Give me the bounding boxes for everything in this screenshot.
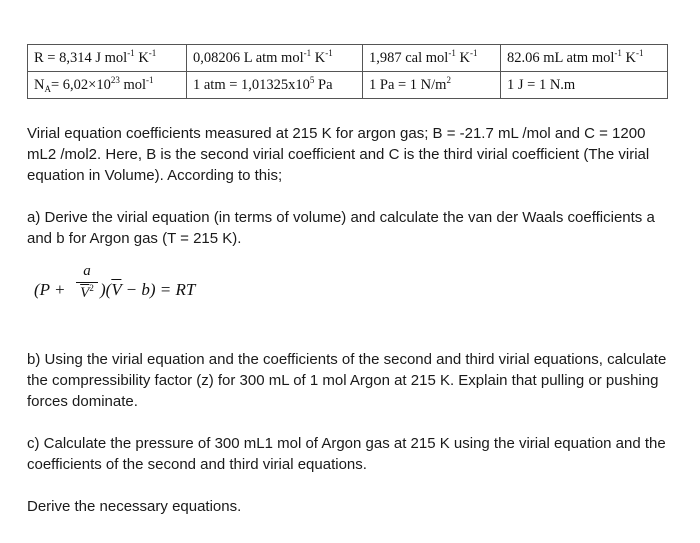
joule-conversion: 1 J = 1 N.m: [501, 72, 668, 99]
question-a: a) Derive the virial equation (in terms of volume) and calculate the van der Waals coefficients a and b for Argon gas (T = 215 K).: [27, 209, 655, 247]
derive-instruction: Derive the necessary equations.: [27, 498, 242, 515]
atm-conversion: 1 atm = $1,01325x10^5$ Pa: [187, 72, 363, 99]
gas-constant-cal: 1,987 cal mol$^{-1}$ $K^{-1}$: [363, 45, 501, 72]
pascal-conversion: 1 Pa = 1 $N/m^2$: [363, 72, 501, 99]
gas-constant-ml-atm: 82.06 mL atm mol$^{-1}$ $K^{-1}$: [501, 45, 668, 72]
constants-row-2: [28, 72, 668, 99]
avogadro-constant: $N_A= 6,02\times 10^{23}$ mol$^{-1}$: [28, 72, 187, 99]
gas-constant-si: R = 8,314 J mol$^{-1}$ $K^{-1}$: [28, 45, 187, 72]
van-der-waals-equation: [34, 262, 254, 320]
constants-table: [27, 44, 668, 99]
intro-paragraph: Virial equation coefficients measured at 215 K for argon gas; B = -21.7 mL /mol and C = 1200 mL2 /mol2. Here, B is the second virial coefficient and C is the third virial coefficient (The virial equation in Volume). According to this;: [27, 125, 650, 184]
question-b: b) Using the virial equation and the coefficients of the second and third virial equations, calculate the compressibility factor (z) for 300 mL of 1 mol Argon at 215 K. Explain that pulling or pushing forces dominate.: [27, 351, 667, 410]
gas-constant-l-atm: 0,08206 L atm mol$^{-1}$ $K^{-1}$: [187, 45, 363, 72]
equation-fraction: [76, 262, 98, 303]
constants-row-1: [28, 45, 668, 72]
equation-close: )$(\overline{V} - b)$ = RT: [100, 280, 196, 299]
fraction-numerator: a: [83, 263, 91, 279]
fraction-denominator: $\overline{V}^2$: [80, 283, 94, 301]
equation-open: (P +: [34, 280, 66, 299]
question-c: c) Calculate the pressure of 300 mL1 mol of Argon gas at 215 K using the virial equation and the coefficients of the second and third virial equations.: [27, 435, 666, 473]
